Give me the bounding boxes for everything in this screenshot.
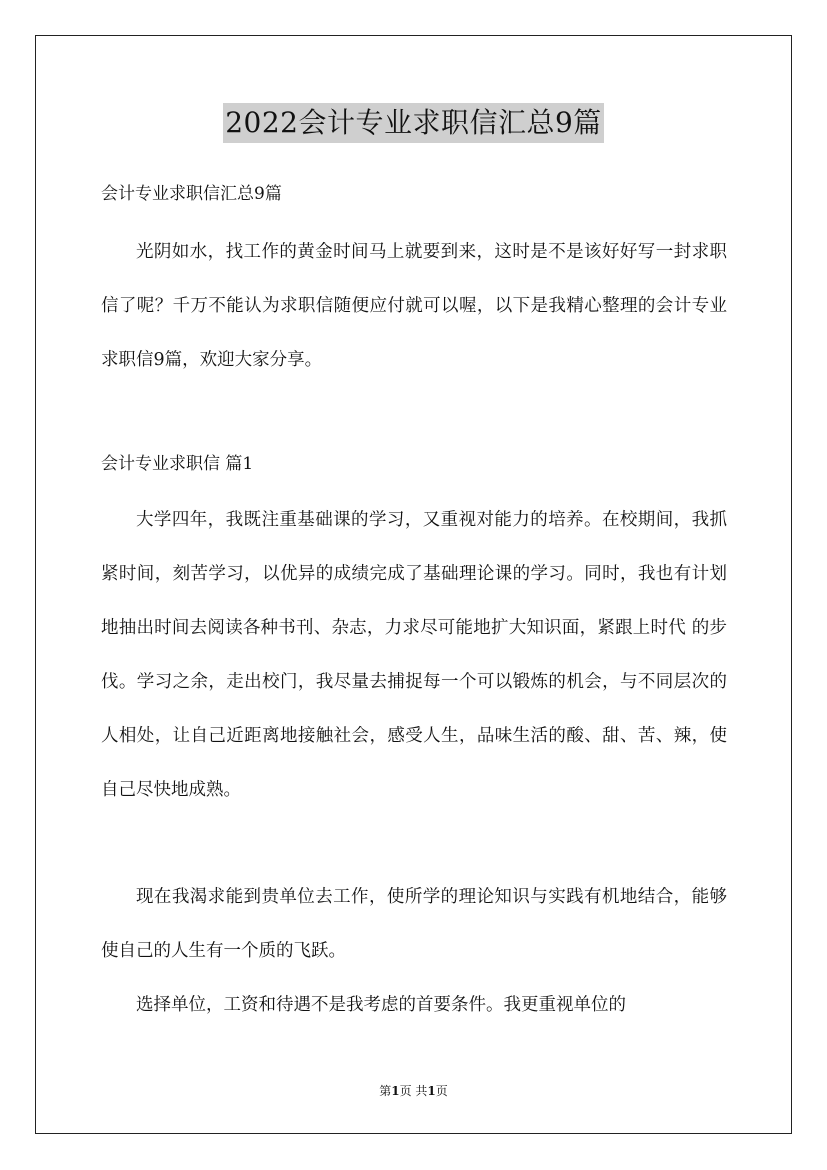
footer-suffix: 页 bbox=[435, 1084, 448, 1098]
footer-mid: 页 共 bbox=[399, 1084, 428, 1098]
footer-prefix: 第 bbox=[379, 1084, 392, 1098]
footer-page-number: 1 bbox=[391, 1084, 400, 1098]
title-container bbox=[0, 103, 827, 143]
section1-paragraph-3: 选择单位，工资和待遇不是我考虑的首要条件。我更重视单位的 bbox=[136, 995, 626, 1015]
intro-paragraph: 光阴如水，找工作的黄金时间马上就要到来，这时是不是该好好写一封求职信了呢？千万不能认为求职信随便应付就可以喔，以下是我精心整理的会计专业求职信9篇，欢迎大家分享。 bbox=[101, 242, 727, 370]
section1-paragraph-1: 大学四年，我既注重基础课的学习，又重视对能力的培养。在校期间，我抓紧时间，刻苦学习，以优异的成绩完成了基础理论课的学习。同时，我也有计划地抽出时间去阅读各种书刊、杂志，力求尽可能地扩大知识面，紧跟上时代 的步伐。学习之余，走出校门，我尽量去捕捉每一个可以锻炼的机会，与不同层次的人相处，让自己近距离地接触社会，感受人生，品味生活的酸、甜、苦、辣，使自己尽快地成熟。 bbox=[101, 510, 727, 800]
section1-paragraph-2: 现在我渴求能到贵单位去工作，使所学的理论知识与实践有机地结合，能够使自己的人生有一个质的飞跃。 bbox=[101, 887, 727, 961]
document-title: 2022会计专业求职信汇总9篇 bbox=[223, 103, 604, 143]
page-footer bbox=[0, 1082, 827, 1100]
footer-total-pages: 1 bbox=[427, 1084, 436, 1098]
section-heading-1: 会计专业求职信 篇1 bbox=[101, 454, 254, 474]
document-subtitle: 会计专业求职信汇总9篇 bbox=[101, 184, 282, 204]
